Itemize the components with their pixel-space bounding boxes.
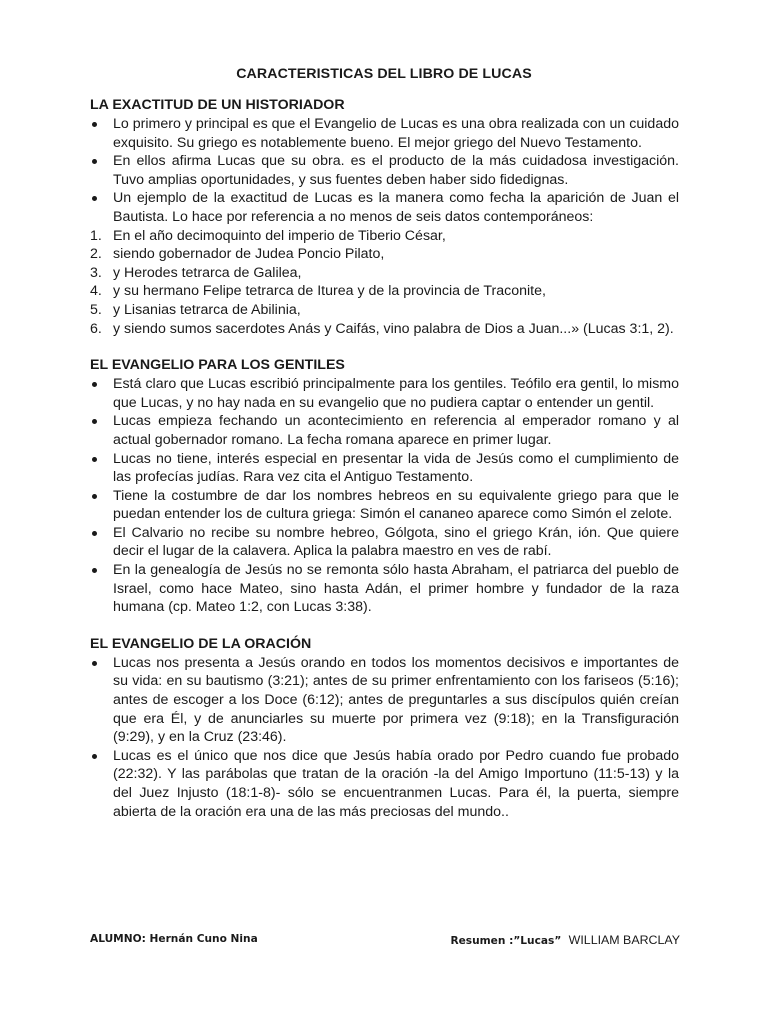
bullet-item [90,115,679,152]
numbered-item [90,301,679,320]
numbered-text: y su hermano Felipe tetrarca de Iturea y de la provincia de Traconite, [113,283,546,300]
numbered-item [90,264,679,283]
bullet-text: En la genealogía de Jesús no se remonta sólo hasta Abraham, el patriarca del pueblo de Israel, como hace Mateo, sino hasta Adán, el primer hombre y fundador de la raza humana (cp. Mateo 1:2, con Lucas 3:38). [113,562,679,616]
bullet-item [90,654,679,747]
document-title: CARACTERISTICAS DEL LIBRO DE LUCAS [236,66,532,82]
document-body [90,96,679,821]
bullet-text: Lucas no tiene, interés especial en presentar la vida de Jesús como el cumplimiento de las profecías judías. Rara vez cita el Antiguo Testamento. [113,450,679,486]
bullet-icon [92,122,97,127]
section-gentiles [90,356,679,617]
item-number: 6. [90,320,102,337]
item-number: 2. [90,246,102,263]
bullet-icon [92,159,97,164]
bullet-text: En ellos afirma Lucas que su obra. es el producto de la más cuidadosa investigación. Tuvo amplias oportunidades, y sus fuentes deben haber sido fidedignas. [113,153,679,188]
bullet-text: Lucas nos presenta a Jesús orando en todos los momentos decisivos e importantes de su vida: en su bautismo (3:21); antes de su primer enfrentamiento con los fariseos (5:16); antes de escoger a los Doce (6:12); antes de preguntarles a sus discípulos quién creían que era Él, y de anunciarles su muerte por primera vez (9:18); en la Transfiguración (9:29), y en la Cruz (23:46). [113,654,679,746]
bullet-item [90,412,679,449]
item-number: 1. [90,227,102,244]
bullet-list [90,654,679,821]
bullet-icon [92,419,97,424]
section-heading: LA EXACTITUD DE UN HISTORIADOR [90,97,345,113]
section-prayer [90,635,679,821]
numbered-item [90,282,679,301]
item-number: 4. [90,283,102,300]
bullet-icon [92,382,97,387]
bullet-text: Está claro que Lucas escribió principalmente para los gentiles. Teófilo era gentil, lo mismo que Lucas, y no hay nada en su evangelio que no pudiera captar o entender un gentil. [113,376,679,411]
section-historian [90,96,679,338]
footer-reference [450,933,680,947]
bullet-text: El Calvario no recibe su nombre hebreo, Gólgota, sino el griego Krán, ión. Que quiere decir el lugar de la calavera. Aplica la palabra maestro en ves de rabí. [113,524,679,560]
bullet-item [90,450,679,487]
bullet-icon [92,457,97,462]
footer-student: ALUMNO: Hernán Cuno Nina [90,933,258,945]
numbered-text: siendo gobernador de Judea Poncio Pilato, [113,246,385,263]
bullet-icon [92,531,97,536]
numbered-text: En el año decimoquinto del imperio de Tiberio César, [113,227,446,244]
section-heading: EL EVANGELIO DE LA ORACIÓN [90,635,312,652]
bullet-icon [92,661,97,666]
section-heading: EL EVANGELIO PARA LOS GENTILES [90,357,345,374]
bullet-item [90,747,679,821]
numbered-list [90,227,679,339]
bullet-icon [92,754,97,759]
numbered-text: y Lisanias tetrarca de Abilinia, [113,301,301,318]
bullet-item [90,189,679,226]
bullet-item [90,561,679,617]
bullet-list [90,115,679,227]
numbered-item [90,227,679,246]
bullet-icon [92,196,97,201]
bullet-text: Lucas empieza fechando un acontecimiento en referencia al emperador romano y al actual gobernador romano. La fecha romana aparece en primer lugar. [113,413,679,448]
bullet-icon [92,494,97,499]
item-number: 5. [90,301,102,318]
bullet-text: Un ejemplo de la exactitud de Lucas es la manera como fecha la aparición de Juan el Bautista. Lo hace por referencia a no menos de seis datos contemporáneos: [113,190,679,225]
bullet-text: Lo primero y principal es que el Evangelio de Lucas es una obra realizada con un cuidado exquisito. Su griego es notablemente bueno. El mejor griego del Nuevo Testamento. [113,116,679,151]
bullet-item [90,375,679,412]
footer-author: WILLIAM BARCLAY [568,933,680,947]
bullet-item [90,524,679,561]
bullet-icon [92,568,97,573]
footer-summary: Resumen :”Lucas” [450,935,562,947]
item-number: 3. [90,264,102,281]
bullet-item [90,487,679,524]
numbered-text: y Herodes tetrarca de Galilea, [113,264,302,281]
bullet-item [90,152,679,189]
bullet-list [90,375,679,617]
numbered-item [90,320,679,339]
numbered-text: y siendo sumos sacerdotes Anás y Caifás, vino palabra de Dios a Juan...» (Lucas 3:1, 2). [113,320,674,337]
bullet-text: Lucas es el único que nos dice que Jesús había orado por Pedro cuando fue probado (22:32). Y las parábolas que tratan de la oración -la del Amigo Importuno (11:5-13) y la del Juez Injusto (18:1-8)- sólo se encuentranmen Lucas. Para él, la puerta, siempre abierta de la oración era una de las más preciosas del mundo.. [113,747,679,820]
numbered-item [90,245,679,264]
bullet-text: Tiene la costumbre de dar los nombres hebreos en su equivalente griego para que le puedan entender los de cultura griega: Simón el cananeo aparece como Simón el zelote. [113,487,679,523]
